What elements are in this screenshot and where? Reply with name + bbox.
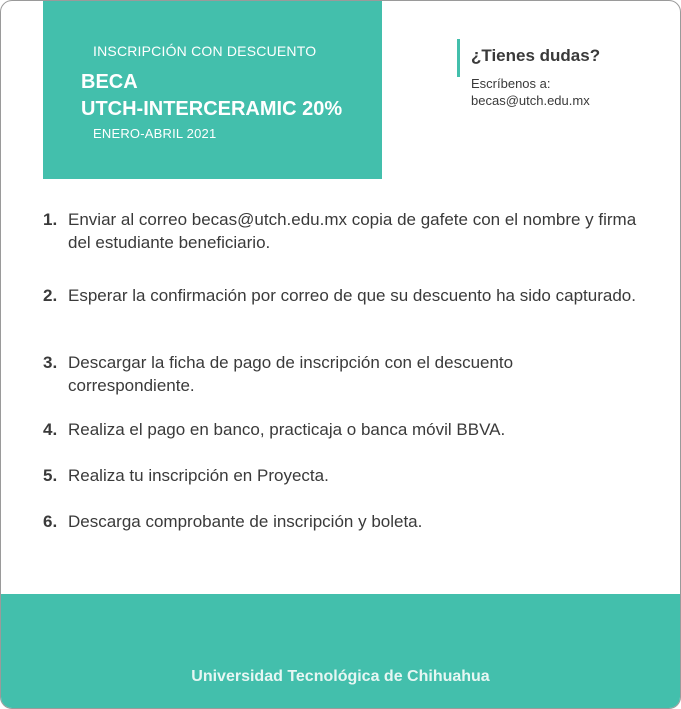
contact-email[interactable]: becas@utch.edu.mx [471, 93, 590, 108]
step-number: 6. [43, 512, 58, 531]
footer-institution: Universidad Tecnológica de Chihuahua [191, 668, 490, 685]
step-number: 5. [43, 466, 58, 485]
footer-band [1, 594, 680, 708]
step-item [43, 208, 643, 252]
step-text: Realiza tu inscripción en Proyecta. [68, 466, 329, 485]
step-text: Descarga comprobante de inscripción y boleta. [68, 512, 423, 531]
step-item [43, 418, 643, 441]
step-text: Esperar la confirmación por correo de que su descuento ha sido capturado. [68, 286, 636, 305]
header-title [81, 69, 342, 123]
step-number: 4. [43, 420, 58, 439]
contact-line: Escríbenos a: [471, 76, 551, 91]
steps-list [43, 208, 643, 533]
header-banner [43, 1, 382, 179]
step-number: 2. [43, 286, 58, 305]
step-text: Enviar al correo becas@utch.edu.mx copia de gafete con el nombre y firma del estudiante beneficiario. [68, 210, 637, 252]
header-title-line2: UTCH-INTERCERAMIC 20% [81, 98, 343, 120]
step-item [43, 510, 643, 533]
contact-box [457, 39, 670, 108]
step-text: Realiza el pago en banco, practicaja o banca móvil BBVA. [68, 420, 506, 439]
step-number: 3. [43, 353, 58, 372]
step-text: Descargar la ficha de pago de inscripción con el descuento correspondiente. [68, 353, 514, 395]
step-item [43, 351, 643, 395]
contact-heading: ¿Tienes dudas? [471, 46, 601, 65]
step-item [43, 464, 643, 487]
header-title-line1: BECA [81, 71, 138, 93]
step-number: 1. [43, 210, 58, 229]
header-kicker: INSCRIPCIÓN CON DESCUENTO [93, 43, 317, 59]
header-period: ENERO-ABRIL 2021 [93, 126, 217, 141]
contact-text [471, 75, 590, 109]
step-item [43, 284, 643, 328]
